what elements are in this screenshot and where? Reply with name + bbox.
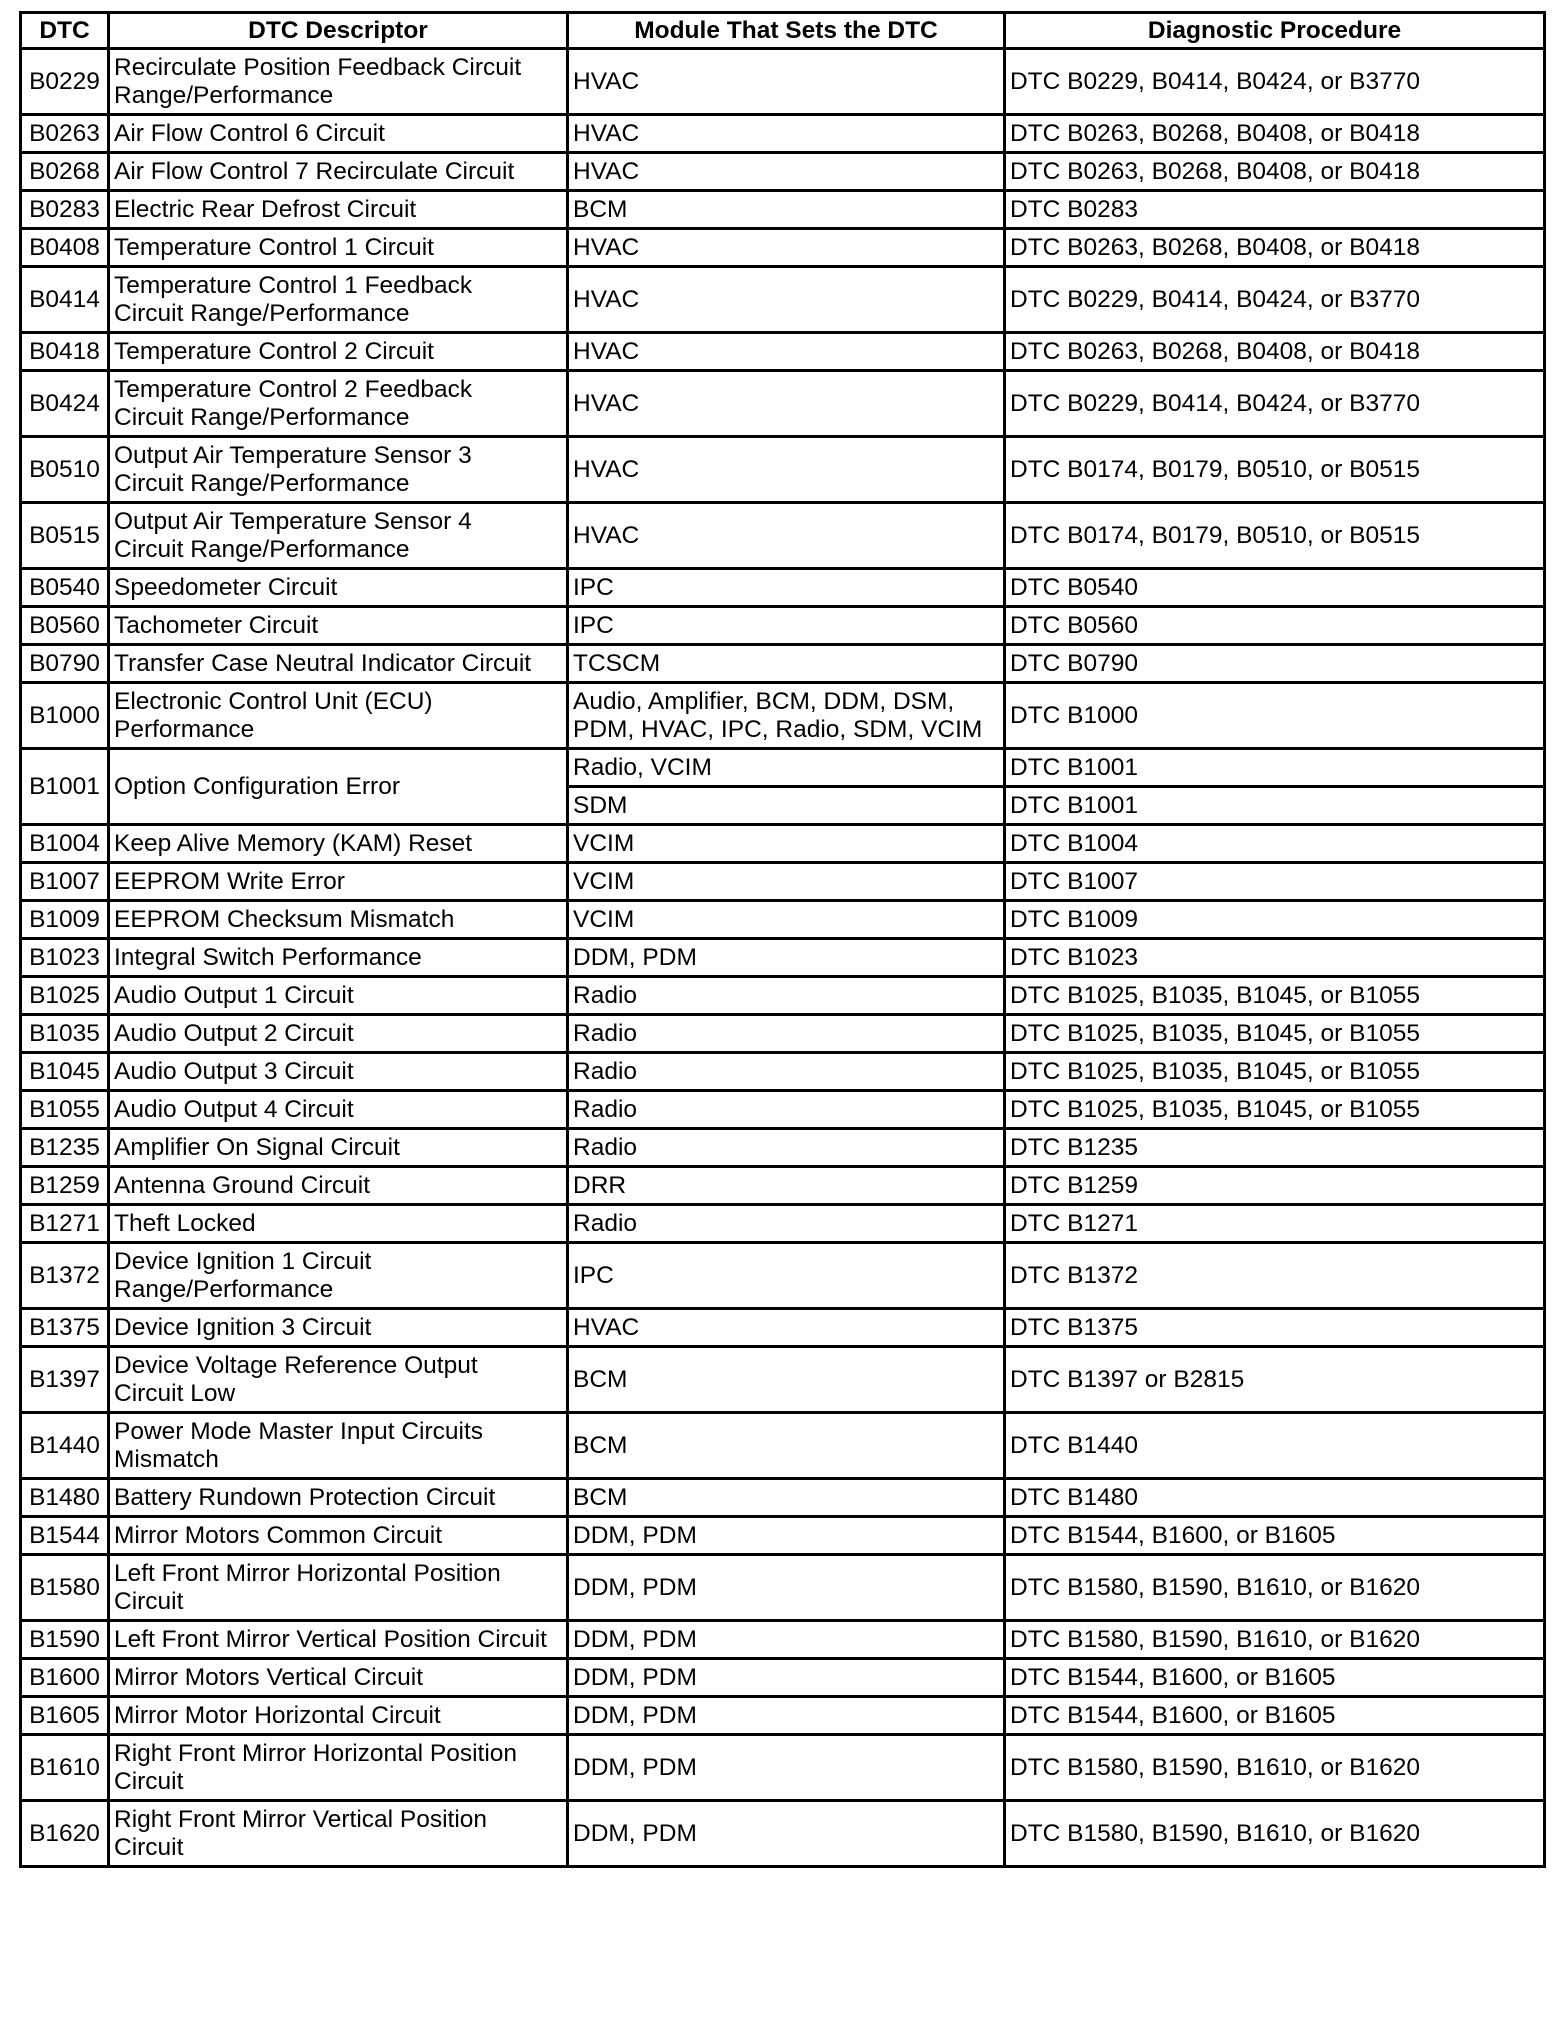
cell-module bbox=[568, 1735, 1005, 1801]
cell-descriptor-line: Electronic Control Unit (ECU) bbox=[114, 687, 433, 715]
table-row bbox=[21, 267, 1545, 333]
table-row bbox=[21, 1347, 1545, 1413]
cell-module-line: Radio bbox=[573, 1209, 638, 1237]
cell-procedure: DTC B1023 bbox=[1005, 939, 1545, 977]
cell-descriptor-line: Speedometer Circuit bbox=[114, 573, 338, 601]
cell-descriptor-line: Amplifier On Signal Circuit bbox=[114, 1133, 400, 1161]
cell-descriptor bbox=[109, 1735, 568, 1801]
cell-dtc: B1375 bbox=[21, 1309, 109, 1347]
cell-module bbox=[568, 863, 1005, 901]
cell-module-line: Radio bbox=[573, 1133, 638, 1161]
cell-module-line: DDM, PDM bbox=[573, 1625, 697, 1653]
cell-procedure: DTC B0174, B0179, B0510, or B0515 bbox=[1005, 503, 1545, 569]
table-row bbox=[21, 503, 1545, 569]
cell-descriptor bbox=[109, 607, 568, 645]
cell-descriptor-line: Circuit Range/Performance bbox=[114, 299, 410, 327]
cell-module bbox=[568, 1697, 1005, 1735]
cell-procedure: DTC B1009 bbox=[1005, 901, 1545, 939]
table-row bbox=[21, 977, 1545, 1015]
cell-descriptor-line: Range/Performance bbox=[114, 1275, 334, 1303]
cell-module-line: HVAC bbox=[573, 285, 640, 313]
cell-module-line: DDM, PDM bbox=[573, 1663, 697, 1691]
cell-dtc: B1544 bbox=[21, 1517, 109, 1555]
table-row bbox=[21, 1309, 1545, 1347]
cell-module bbox=[568, 683, 1005, 749]
cell-dtc: B1480 bbox=[21, 1479, 109, 1517]
table-body bbox=[21, 49, 1545, 1867]
cell-module bbox=[568, 503, 1005, 569]
table-row bbox=[21, 1479, 1545, 1517]
table-row bbox=[21, 569, 1545, 607]
cell-dtc: B0540 bbox=[21, 569, 109, 607]
cell-dtc: B1590 bbox=[21, 1621, 109, 1659]
cell-module bbox=[568, 1205, 1005, 1243]
cell-descriptor bbox=[109, 1801, 568, 1867]
cell-descriptor bbox=[109, 333, 568, 371]
cell-dtc: B1009 bbox=[21, 901, 109, 939]
cell-procedure: DTC B0263, B0268, B0408, or B0418 bbox=[1005, 333, 1545, 371]
cell-module bbox=[568, 229, 1005, 267]
cell-descriptor-line: Circuit Range/Performance bbox=[114, 403, 410, 431]
cell-module bbox=[568, 901, 1005, 939]
cell-module bbox=[568, 1015, 1005, 1053]
cell-module bbox=[568, 371, 1005, 437]
cell-descriptor-line: Circuit Range/Performance bbox=[114, 469, 410, 497]
cell-descriptor bbox=[109, 371, 568, 437]
cell-dtc: B1605 bbox=[21, 1697, 109, 1735]
table-row bbox=[21, 1555, 1545, 1621]
cell-module-line: DDM, PDM bbox=[573, 1573, 697, 1601]
cell-dtc: B1025 bbox=[21, 977, 109, 1015]
cell-procedure: DTC B0263, B0268, B0408, or B0418 bbox=[1005, 153, 1545, 191]
cell-dtc: B0283 bbox=[21, 191, 109, 229]
cell-descriptor-line: Circuit Range/Performance bbox=[114, 535, 410, 563]
cell-module bbox=[568, 1413, 1005, 1479]
cell-module-line: HVAC bbox=[573, 157, 640, 185]
cell-descriptor-line: Integral Switch Performance bbox=[114, 943, 422, 971]
cell-descriptor-line: Mirror Motors Common Circuit bbox=[114, 1521, 443, 1549]
cell-descriptor bbox=[109, 1129, 568, 1167]
cell-descriptor-line: Circuit bbox=[114, 1833, 184, 1861]
cell-descriptor bbox=[109, 1053, 568, 1091]
cell-module-line: Radio bbox=[573, 1095, 638, 1123]
cell-descriptor-line: Audio Output 3 Circuit bbox=[114, 1057, 354, 1085]
cell-module-line: BCM bbox=[573, 1483, 628, 1511]
cell-dtc: B1271 bbox=[21, 1205, 109, 1243]
cell-descriptor-line: Temperature Control 1 Feedback bbox=[114, 271, 473, 299]
cell-descriptor-line: Battery Rundown Protection Circuit bbox=[114, 1483, 496, 1511]
cell-descriptor-line: Temperature Control 2 Feedback bbox=[114, 375, 473, 403]
cell-procedure: DTC B0174, B0179, B0510, or B0515 bbox=[1005, 437, 1545, 503]
cell-module-line: VCIM bbox=[573, 905, 635, 933]
table-row bbox=[21, 1801, 1545, 1867]
cell-module bbox=[568, 1091, 1005, 1129]
cell-module bbox=[568, 1309, 1005, 1347]
cell-procedure: DTC B1480 bbox=[1005, 1479, 1545, 1517]
cell-dtc: B1045 bbox=[21, 1053, 109, 1091]
cell-procedure: DTC B0560 bbox=[1005, 607, 1545, 645]
cell-dtc: B1035 bbox=[21, 1015, 109, 1053]
cell-descriptor-line: Transfer Case Neutral Indicator Circuit bbox=[114, 649, 532, 677]
cell-module bbox=[568, 1347, 1005, 1413]
cell-dtc: B1055 bbox=[21, 1091, 109, 1129]
cell-dtc: B0560 bbox=[21, 607, 109, 645]
cell-module bbox=[568, 437, 1005, 503]
table-row bbox=[21, 863, 1545, 901]
cell-descriptor bbox=[109, 1517, 568, 1555]
cell-descriptor-line: Power Mode Master Input Circuits bbox=[114, 1417, 483, 1445]
cell-descriptor bbox=[109, 267, 568, 333]
cell-module-line: TCSCM bbox=[573, 649, 661, 677]
table-row bbox=[21, 901, 1545, 939]
cell-module bbox=[568, 1479, 1005, 1517]
cell-descriptor-line: Range/Performance bbox=[114, 81, 334, 109]
table-row bbox=[21, 749, 1545, 787]
cell-dtc: B0418 bbox=[21, 333, 109, 371]
cell-dtc: B1580 bbox=[21, 1555, 109, 1621]
cell-module-line: VCIM bbox=[573, 867, 635, 895]
cell-descriptor-line: Audio Output 1 Circuit bbox=[114, 981, 354, 1009]
cell-module-line: DDM, PDM bbox=[573, 1753, 697, 1781]
cell-module bbox=[568, 977, 1005, 1015]
cell-dtc: B1001 bbox=[21, 749, 109, 825]
cell-descriptor-line: Device Ignition 3 Circuit bbox=[114, 1313, 372, 1341]
cell-descriptor-line: Mismatch bbox=[114, 1445, 219, 1473]
cell-module bbox=[568, 1243, 1005, 1309]
cell-descriptor bbox=[109, 1621, 568, 1659]
cell-procedure: DTC B0263, B0268, B0408, or B0418 bbox=[1005, 229, 1545, 267]
cell-dtc: B1610 bbox=[21, 1735, 109, 1801]
cell-procedure: DTC B1580, B1590, B1610, or B1620 bbox=[1005, 1555, 1545, 1621]
table-row bbox=[21, 229, 1545, 267]
cell-dtc: B0515 bbox=[21, 503, 109, 569]
header-diagnostic-procedure: Diagnostic Procedure bbox=[1005, 13, 1545, 49]
cell-descriptor-line: Output Air Temperature Sensor 4 bbox=[114, 507, 472, 535]
cell-dtc: B0263 bbox=[21, 115, 109, 153]
cell-procedure: DTC B0790 bbox=[1005, 645, 1545, 683]
cell-descriptor bbox=[109, 191, 568, 229]
cell-procedure: DTC B1025, B1035, B1045, or B1055 bbox=[1005, 1015, 1545, 1053]
table-row bbox=[21, 1053, 1545, 1091]
cell-dtc: B0229 bbox=[21, 49, 109, 115]
table-row bbox=[21, 49, 1545, 115]
cell-procedure: DTC B0229, B0414, B0424, or B3770 bbox=[1005, 371, 1545, 437]
cell-dtc: B0790 bbox=[21, 645, 109, 683]
table-row bbox=[21, 645, 1545, 683]
cell-descriptor bbox=[109, 1015, 568, 1053]
cell-procedure: DTC B0229, B0414, B0424, or B3770 bbox=[1005, 49, 1545, 115]
cell-descriptor bbox=[109, 1413, 568, 1479]
cell-descriptor-line: Output Air Temperature Sensor 3 bbox=[114, 441, 472, 469]
cell-procedure: DTC B1544, B1600, or B1605 bbox=[1005, 1517, 1545, 1555]
cell-module bbox=[568, 645, 1005, 683]
cell-dtc: B1259 bbox=[21, 1167, 109, 1205]
table-row bbox=[21, 1015, 1545, 1053]
cell-module-line: HVAC bbox=[573, 233, 640, 261]
table-row bbox=[21, 437, 1545, 503]
cell-module-line: PDM, HVAC, IPC, Radio, SDM, VCIM bbox=[573, 715, 983, 743]
cell-procedure: DTC B0283 bbox=[1005, 191, 1545, 229]
cell-module bbox=[568, 49, 1005, 115]
cell-descriptor bbox=[109, 1555, 568, 1621]
cell-descriptor-line: Theft Locked bbox=[114, 1209, 256, 1237]
cell-module-line: Radio bbox=[573, 1019, 638, 1047]
cell-dtc: B0414 bbox=[21, 267, 109, 333]
cell-dtc: B0510 bbox=[21, 437, 109, 503]
cell-descriptor-line: EEPROM Write Error bbox=[114, 867, 345, 895]
cell-descriptor bbox=[109, 1659, 568, 1697]
header-dtc: DTC bbox=[21, 13, 109, 49]
cell-descriptor-line: Right Front Mirror Vertical Position bbox=[114, 1805, 488, 1833]
cell-descriptor-line: Circuit Low bbox=[114, 1379, 236, 1407]
cell-descriptor-line: EEPROM Checksum Mismatch bbox=[114, 905, 455, 933]
cell-descriptor-line: Air Flow Control 7 Recirculate Circuit bbox=[114, 157, 515, 185]
table-row bbox=[21, 1243, 1545, 1309]
cell-dtc: B1397 bbox=[21, 1347, 109, 1413]
cell-dtc: B1007 bbox=[21, 863, 109, 901]
cell-module bbox=[568, 569, 1005, 607]
cell-procedure: DTC B1025, B1035, B1045, or B1055 bbox=[1005, 977, 1545, 1015]
cell-module bbox=[568, 1129, 1005, 1167]
cell-descriptor-line: Performance bbox=[114, 715, 255, 743]
table-row bbox=[21, 1167, 1545, 1205]
cell-module-line: IPC bbox=[573, 611, 614, 639]
cell-module-line: DDM, PDM bbox=[573, 1521, 697, 1549]
header-module: Module That Sets the DTC bbox=[568, 13, 1005, 49]
cell-dtc: B1235 bbox=[21, 1129, 109, 1167]
cell-descriptor bbox=[109, 1205, 568, 1243]
cell-descriptor bbox=[109, 115, 568, 153]
table-row bbox=[21, 1091, 1545, 1129]
cell-module bbox=[568, 825, 1005, 863]
cell-procedure: DTC B1259 bbox=[1005, 1167, 1545, 1205]
cell-dtc: B0408 bbox=[21, 229, 109, 267]
table-row bbox=[21, 683, 1545, 749]
table-row bbox=[21, 191, 1545, 229]
cell-module bbox=[568, 153, 1005, 191]
cell-module-line: Audio, Amplifier, BCM, DDM, DSM, bbox=[573, 687, 955, 715]
table-row bbox=[21, 607, 1545, 645]
cell-descriptor bbox=[109, 1479, 568, 1517]
cell-procedure: DTC B1001 bbox=[1005, 787, 1545, 825]
cell-procedure: DTC B1025, B1035, B1045, or B1055 bbox=[1005, 1091, 1545, 1129]
cell-dtc: B1023 bbox=[21, 939, 109, 977]
cell-procedure: DTC B0263, B0268, B0408, or B0418 bbox=[1005, 115, 1545, 153]
cell-descriptor bbox=[109, 153, 568, 191]
cell-procedure: DTC B1000 bbox=[1005, 683, 1545, 749]
cell-dtc: B0424 bbox=[21, 371, 109, 437]
cell-module-line: IPC bbox=[573, 1261, 614, 1289]
cell-descriptor-line: Recirculate Position Feedback Circuit bbox=[114, 53, 522, 81]
cell-module-line: SDM bbox=[573, 791, 628, 819]
cell-module bbox=[568, 1801, 1005, 1867]
cell-module-line: HVAC bbox=[573, 455, 640, 483]
cell-module bbox=[568, 115, 1005, 153]
cell-module bbox=[568, 1555, 1005, 1621]
cell-descriptor bbox=[109, 1091, 568, 1129]
cell-descriptor-line: Circuit bbox=[114, 1767, 184, 1795]
table-row bbox=[21, 1517, 1545, 1555]
cell-descriptor-line: Audio Output 2 Circuit bbox=[114, 1019, 354, 1047]
cell-descriptor-line: Left Front Mirror Vertical Position Circuit bbox=[114, 1625, 547, 1653]
cell-descriptor-line: Antenna Ground Circuit bbox=[114, 1171, 371, 1199]
cell-procedure: DTC B1397 or B2815 bbox=[1005, 1347, 1545, 1413]
cell-module bbox=[568, 1621, 1005, 1659]
table-row bbox=[21, 825, 1545, 863]
cell-procedure: DTC B1375 bbox=[1005, 1309, 1545, 1347]
cell-procedure: DTC B1001 bbox=[1005, 749, 1545, 787]
cell-descriptor bbox=[109, 901, 568, 939]
table-row bbox=[21, 939, 1545, 977]
cell-descriptor-line: Mirror Motors Vertical Circuit bbox=[114, 1663, 424, 1691]
cell-descriptor bbox=[109, 1243, 568, 1309]
table-row bbox=[21, 1621, 1545, 1659]
cell-descriptor bbox=[109, 645, 568, 683]
cell-module-line: HVAC bbox=[573, 337, 640, 365]
cell-module bbox=[568, 787, 1005, 825]
cell-descriptor-line: Keep Alive Memory (KAM) Reset bbox=[114, 829, 473, 857]
table-row bbox=[21, 153, 1545, 191]
cell-module bbox=[568, 333, 1005, 371]
cell-descriptor bbox=[109, 569, 568, 607]
cell-module bbox=[568, 749, 1005, 787]
cell-module bbox=[568, 1053, 1005, 1091]
cell-descriptor-line: Tachometer Circuit bbox=[114, 611, 319, 639]
table-row bbox=[21, 333, 1545, 371]
cell-procedure: DTC B1372 bbox=[1005, 1243, 1545, 1309]
cell-procedure: DTC B1440 bbox=[1005, 1413, 1545, 1479]
cell-module bbox=[568, 191, 1005, 229]
cell-descriptor bbox=[109, 503, 568, 569]
cell-dtc: B1440 bbox=[21, 1413, 109, 1479]
cell-descriptor bbox=[109, 1697, 568, 1735]
cell-procedure: DTC B1004 bbox=[1005, 825, 1545, 863]
cell-module-line: DDM, PDM bbox=[573, 943, 697, 971]
cell-module bbox=[568, 607, 1005, 645]
dtc-table bbox=[19, 11, 1546, 1868]
cell-module bbox=[568, 1517, 1005, 1555]
cell-descriptor bbox=[109, 825, 568, 863]
table-row bbox=[21, 1735, 1545, 1801]
cell-module-line: IPC bbox=[573, 573, 614, 601]
table-row bbox=[21, 1129, 1545, 1167]
cell-module-line: DDM, PDM bbox=[573, 1819, 697, 1847]
cell-procedure: DTC B0540 bbox=[1005, 569, 1545, 607]
cell-module bbox=[568, 267, 1005, 333]
cell-descriptor bbox=[109, 49, 568, 115]
cell-descriptor-line: Temperature Control 2 Circuit bbox=[114, 337, 434, 365]
cell-procedure: DTC B1544, B1600, or B1605 bbox=[1005, 1697, 1545, 1735]
cell-dtc: B0268 bbox=[21, 153, 109, 191]
cell-descriptor bbox=[109, 939, 568, 977]
cell-descriptor-line: Option Configuration Error bbox=[114, 772, 400, 800]
cell-module-line: HVAC bbox=[573, 521, 640, 549]
cell-descriptor-line: Device Voltage Reference Output bbox=[114, 1351, 478, 1379]
cell-procedure: DTC B1544, B1600, or B1605 bbox=[1005, 1659, 1545, 1697]
cell-module-line: Radio, VCIM bbox=[573, 753, 712, 781]
header-dtc-descriptor: DTC Descriptor bbox=[109, 13, 568, 49]
cell-procedure: DTC B1235 bbox=[1005, 1129, 1545, 1167]
cell-module-line: Radio bbox=[573, 981, 638, 1009]
cell-module-line: BCM bbox=[573, 1431, 628, 1459]
cell-module-line: HVAC bbox=[573, 119, 640, 147]
cell-module-line: BCM bbox=[573, 1365, 628, 1393]
cell-descriptor bbox=[109, 1347, 568, 1413]
cell-descriptor bbox=[109, 683, 568, 749]
table-header-row bbox=[21, 13, 1545, 49]
table-row bbox=[21, 1659, 1545, 1697]
cell-module-line: BCM bbox=[573, 195, 628, 223]
cell-procedure: DTC B1271 bbox=[1005, 1205, 1545, 1243]
cell-procedure: DTC B0229, B0414, B0424, or B3770 bbox=[1005, 267, 1545, 333]
cell-descriptor-line: Audio Output 4 Circuit bbox=[114, 1095, 354, 1123]
cell-module-line: HVAC bbox=[573, 1313, 640, 1341]
cell-dtc: B1600 bbox=[21, 1659, 109, 1697]
cell-module-line: HVAC bbox=[573, 67, 640, 95]
cell-module-line: HVAC bbox=[573, 389, 640, 417]
cell-descriptor-line: Right Front Mirror Horizontal Position bbox=[114, 1739, 518, 1767]
cell-module-line: VCIM bbox=[573, 829, 635, 857]
cell-descriptor bbox=[109, 863, 568, 901]
cell-module bbox=[568, 939, 1005, 977]
cell-dtc: B1372 bbox=[21, 1243, 109, 1309]
cell-descriptor-line: Electric Rear Defrost Circuit bbox=[114, 195, 417, 223]
cell-procedure: DTC B1580, B1590, B1610, or B1620 bbox=[1005, 1801, 1545, 1867]
cell-descriptor-line: Temperature Control 1 Circuit bbox=[114, 233, 434, 261]
cell-descriptor bbox=[109, 437, 568, 503]
cell-procedure: DTC B1580, B1590, B1610, or B1620 bbox=[1005, 1735, 1545, 1801]
cell-descriptor bbox=[109, 1309, 568, 1347]
table-row bbox=[21, 1205, 1545, 1243]
cell-module bbox=[568, 1659, 1005, 1697]
cell-descriptor-line: Circuit bbox=[114, 1587, 184, 1615]
cell-descriptor bbox=[109, 1167, 568, 1205]
cell-procedure: DTC B1025, B1035, B1045, or B1055 bbox=[1005, 1053, 1545, 1091]
cell-descriptor bbox=[109, 749, 568, 825]
cell-descriptor-line: Device Ignition 1 Circuit bbox=[114, 1247, 372, 1275]
table-row bbox=[21, 1697, 1545, 1735]
cell-descriptor bbox=[109, 229, 568, 267]
cell-dtc: B1620 bbox=[21, 1801, 109, 1867]
cell-dtc: B1000 bbox=[21, 683, 109, 749]
table-row bbox=[21, 1413, 1545, 1479]
cell-dtc: B1004 bbox=[21, 825, 109, 863]
cell-module-line: Radio bbox=[573, 1057, 638, 1085]
cell-module-line: DDM, PDM bbox=[573, 1701, 697, 1729]
cell-module-line: DRR bbox=[573, 1171, 627, 1199]
cell-descriptor bbox=[109, 977, 568, 1015]
cell-procedure: DTC B1007 bbox=[1005, 863, 1545, 901]
cell-module bbox=[568, 1167, 1005, 1205]
cell-procedure: DTC B1580, B1590, B1610, or B1620 bbox=[1005, 1621, 1545, 1659]
table-row bbox=[21, 371, 1545, 437]
cell-descriptor-line: Mirror Motor Horizontal Circuit bbox=[114, 1701, 441, 1729]
cell-descriptor-line: Left Front Mirror Horizontal Position bbox=[114, 1559, 501, 1587]
cell-descriptor-line: Air Flow Control 6 Circuit bbox=[114, 119, 385, 147]
table-row bbox=[21, 115, 1545, 153]
